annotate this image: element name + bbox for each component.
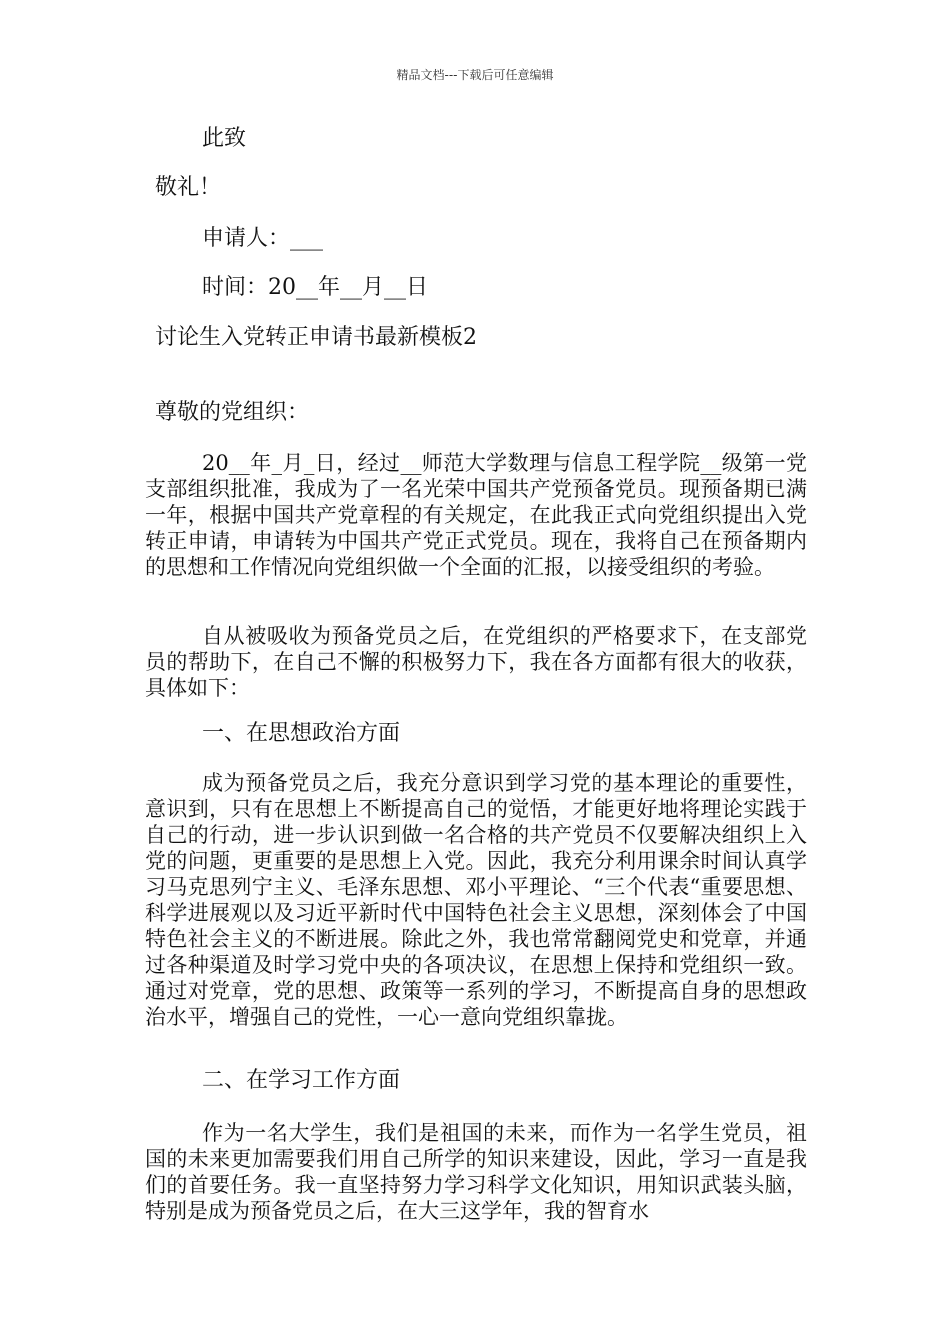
section-heading-study: 二、在学习工作方面 — [202, 1068, 401, 1093]
salute-line-1: 此致 — [202, 126, 247, 151]
page-header: 精品文档---下载后可任意编辑 — [396, 68, 554, 82]
salute-line-2: 敬礼！ — [155, 175, 222, 200]
document-title: 讨论生入党转正申请书最新模板2 — [155, 325, 477, 350]
applicant-line: 申请人：___ — [202, 226, 324, 251]
paragraph-intro: 20__年_月_日，经过__师范大学数理与信息工程学院__级第一党支部组织批准，我成为了一名光荣中国共产党预备党员。现预备期已满一年，根据中国共产党章程的有关规定，在此我正式向党组织提出入党转正申请，申请转为中国共产党正式党员。现在，我将自己在预备期内的思想和工作情况向党组织做一个全面的汇报，以接受组织的考验。 — [145, 451, 807, 579]
paragraph-ideology: 成为预备党员之后，我充分意识到学习党的基本理论的重要性，意识到，只有在思想上不断提高自己的觉悟，才能更好地将理论实践于自己的行动，进一步认识到做一名合格的共产党员不仅要解决组织上入党的问题，更重要的是思想上入党。因此，我充分利用课余时间认真学习马克思列宁主义、毛泽东思想、邓小平理论、“三个代表“重要思想、科学进展观以及习近平新时代中国特色社会主义思想，深刻体会了中国特色社会主义的不断进展。除此之外，我也常常翻阅党史和党章，并通过各种渠道及时学习党中央的各项决议，在思想上保持和党组织一致。通过对党章，党的思想、政策等一系列的学习，不断提高自身的思想政治水平，增强自己的党性，一心一意向党组织靠拢。 — [145, 771, 807, 1029]
section-heading-ideology: 一、在思想政治方面 — [202, 721, 401, 746]
paragraph-summary: 自从被吸收为预备党员之后，在党组织的严格要求下，在支部党员的帮助下，在自己不懈的积极努力下，我在各方面都有很大的收获，具体如下： — [145, 624, 807, 700]
greeting: 尊敬的党组织： — [155, 400, 310, 425]
date-line: 时间：20__年__月__日 — [202, 275, 428, 300]
paragraph-study: 作为一名大学生，我们是祖国的未来，而作为一名学生党员，祖国的未来更加需要我们用自己所学的知识来建设，因此，学习一直是我们的首要任务。我一直坚持努力学习科学文化知识，用知识武装头脑，特别是成为预备党员之后，在大三这学年，我的智育水 — [145, 1121, 807, 1223]
